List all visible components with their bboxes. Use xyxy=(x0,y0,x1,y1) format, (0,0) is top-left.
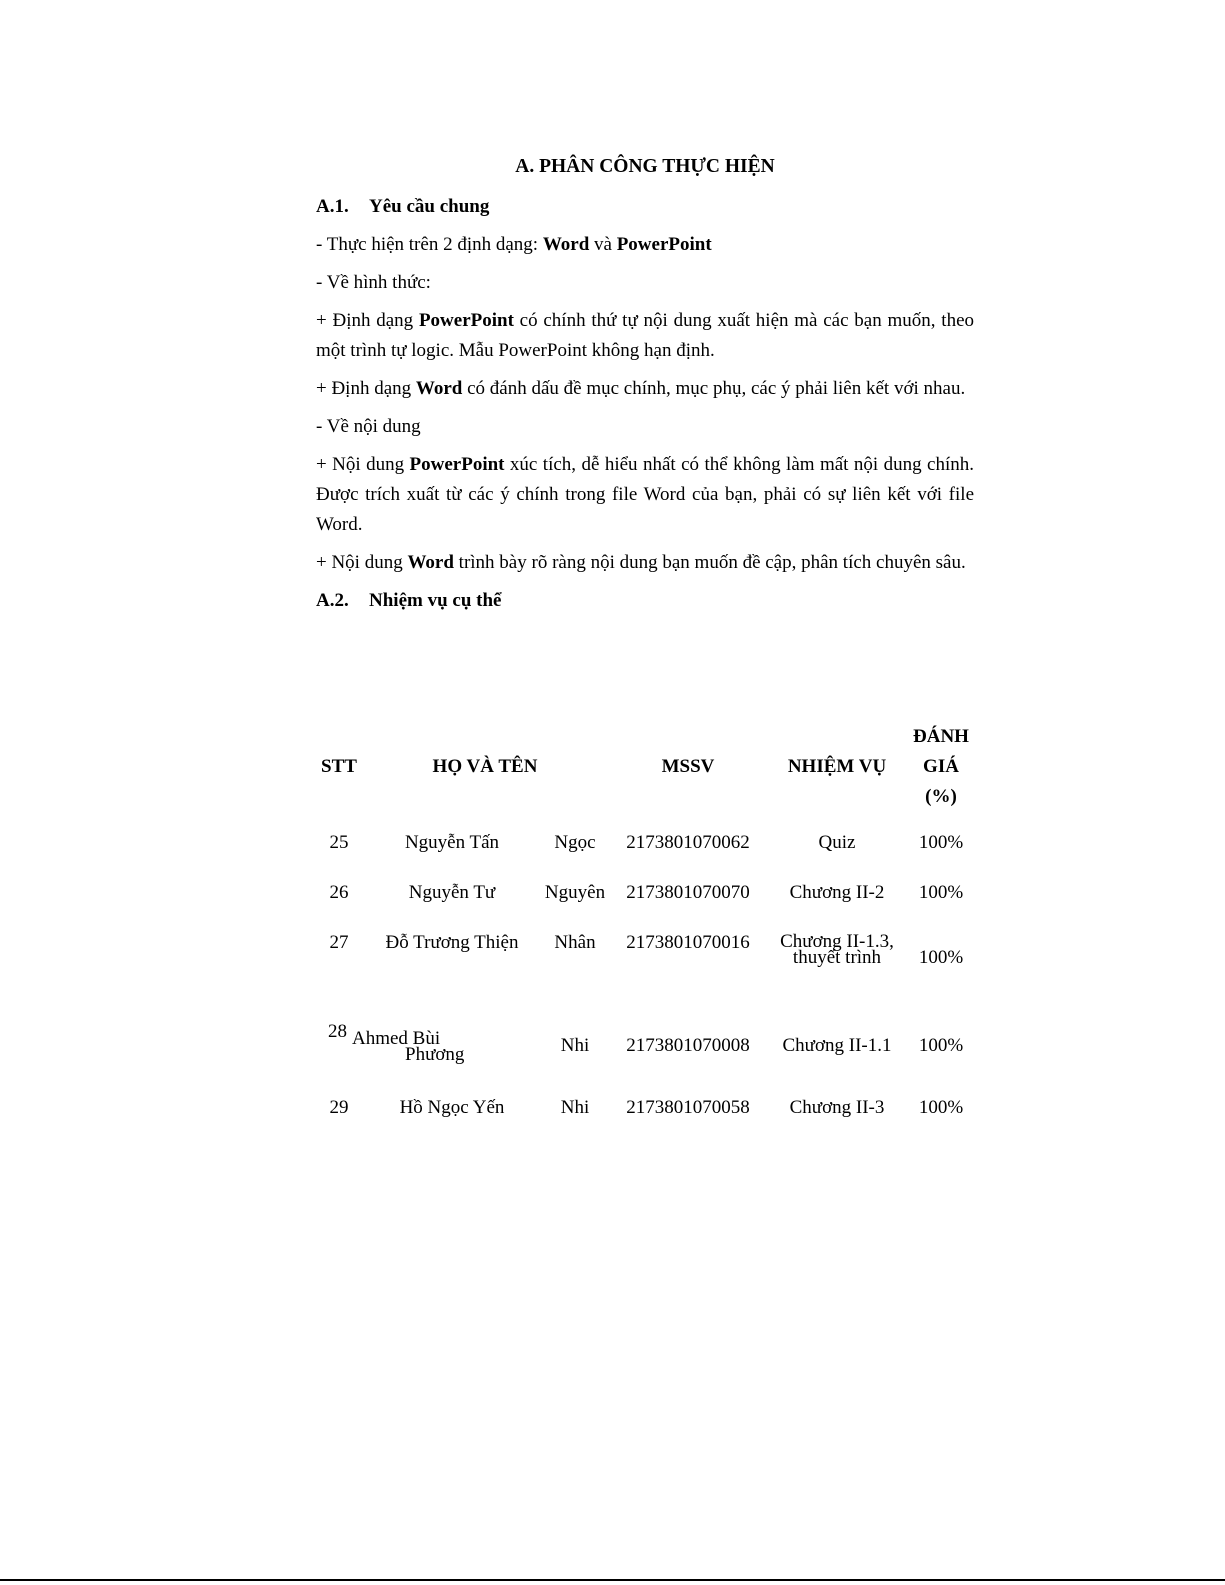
section-title: Nhiệm vụ cụ thể xyxy=(369,590,502,611)
paragraph-content-heading: - Về nội dung xyxy=(316,416,421,437)
cell-ho: Hồ Ngọc Yến xyxy=(399,1097,505,1118)
text-run: + Nội dung xyxy=(316,552,408,573)
page-title: A. PHÂN CÔNG THỰC HIỆN xyxy=(515,156,775,177)
text-run: và xyxy=(589,234,617,255)
ho-line: Phương xyxy=(405,1044,465,1065)
cell-stt: 25 xyxy=(329,832,349,853)
paragraph-formats xyxy=(316,230,974,260)
cell-nhiem-vu: Chương II-2 xyxy=(789,882,885,903)
cell-ten: Ngọc xyxy=(554,832,596,853)
text-run: + Định dạng xyxy=(316,310,419,331)
header-danh-gia-line: (%) xyxy=(925,786,957,807)
cell-ten: Nhân xyxy=(554,932,596,953)
table-row xyxy=(316,826,976,876)
cell-danh-gia: 100% xyxy=(918,832,964,853)
header-danh-gia-line: ĐÁNH xyxy=(913,726,969,747)
text-run: xúc tích, dễ hiểu nhất có thể không làm mất nội dung chính. Được trích xuất từ các ý chính trong file Word của bạn, phải có sự liên kết với file Word. xyxy=(316,454,974,535)
table-row xyxy=(316,991,976,1079)
paragraph-form-heading: - Về hình thức: xyxy=(316,272,431,293)
cell-mssv: 2173801070016 xyxy=(626,932,750,953)
cell-mssv: 2173801070062 xyxy=(626,832,750,853)
cell-ten: Nhi xyxy=(560,1035,590,1056)
text-run: trình bày rõ ràng nội dung bạn muốn đề cập, phân tích chuyên sâu. xyxy=(453,552,966,573)
nhiem-vu-line: thuyết trình xyxy=(792,947,882,968)
table-row xyxy=(316,876,976,926)
nhiem-vu-multiline xyxy=(780,928,894,966)
cell-ho: Nguyễn Tấn xyxy=(404,832,500,853)
ho-overlap xyxy=(340,1028,465,1065)
text-run-bold: Word xyxy=(407,552,454,573)
table-row xyxy=(316,1079,976,1141)
paragraph-word-form xyxy=(316,374,974,404)
text-run: - Thực hiện trên 2 định dạng: xyxy=(316,234,543,255)
cell-stt: 29 xyxy=(329,1097,349,1118)
cell-nhiem-vu: Chương II-1.1 xyxy=(782,1035,892,1056)
ho-line: Ahmed Bùi xyxy=(352,1028,441,1049)
text-run-bold: Word xyxy=(415,378,463,399)
text-run: có đánh dấu đề mục chính, mục phụ, các ý phải liên kết với nhau. xyxy=(462,378,966,399)
paragraph-powerpoint-content xyxy=(316,450,974,540)
table-header-row xyxy=(316,722,976,826)
header-danh-gia-line: GIÁ xyxy=(923,756,959,777)
cell-ten: Nhi xyxy=(560,1097,590,1118)
text-run: + Định dạng xyxy=(316,378,416,399)
cell-stt: 26 xyxy=(329,882,349,903)
header-ho-ten: HỌ VÀ TÊN xyxy=(432,756,538,777)
section-title: Yêu cầu chung xyxy=(369,196,490,217)
cell-mssv: 2173801070058 xyxy=(626,1097,750,1118)
document-body xyxy=(316,150,974,624)
section-number: A.2. xyxy=(316,590,349,611)
paragraph-word-content xyxy=(316,548,974,578)
cell-nhiem-vu xyxy=(768,926,906,991)
cell-nhiem-vu: Quiz xyxy=(818,832,856,853)
cell-ho: Đỗ Trương Thiện xyxy=(385,932,519,953)
cell-ten: Nguyên xyxy=(544,882,606,903)
text-run-bold: PowerPoint xyxy=(616,234,712,255)
cell-danh-gia: 100% xyxy=(918,1097,964,1118)
stt-value: 28 xyxy=(328,1021,347,1042)
header-stt: STT xyxy=(321,756,357,777)
text-run-bold: PowerPoint xyxy=(418,310,514,331)
section-heading-a2 xyxy=(316,586,974,616)
text-run-bold: Word xyxy=(542,234,590,255)
header-danh-gia xyxy=(906,722,976,826)
section-heading-a1 xyxy=(316,192,974,222)
header-mssv: MSSV xyxy=(661,756,715,777)
cell-danh-gia: 100% xyxy=(918,946,964,968)
text-run: + Nội dung xyxy=(316,454,410,475)
cell-nhiem-vu: Chương II-3 xyxy=(789,1097,885,1118)
table-row xyxy=(316,926,976,991)
nhiem-vu-line: Chương II-1.3, xyxy=(780,931,894,952)
paragraph-powerpoint-form xyxy=(316,306,974,366)
text-run: có chính thứ tự nội dung xuất hiện mà các bạn muốn, theo một trình tự logic. Mẫu PowerPoint không hạn định. xyxy=(316,310,974,361)
task-assignment-table xyxy=(316,722,976,1141)
cell-danh-gia: 100% xyxy=(918,1035,964,1056)
cell-mssv: 2173801070008 xyxy=(626,1035,750,1056)
cell-stt: 27 xyxy=(329,932,349,953)
header-nhiem-vu: NHIỆM VỤ xyxy=(787,756,887,777)
cell-mssv: 2173801070070 xyxy=(626,882,750,903)
text-run-bold: PowerPoint xyxy=(409,454,505,475)
page-bottom-rule xyxy=(0,1579,1225,1581)
cell-danh-gia: 100% xyxy=(918,882,964,903)
cell-ho: Nguyễn Tư xyxy=(408,882,496,903)
cell-stt xyxy=(316,991,465,1079)
section-number: A.1. xyxy=(316,196,349,217)
